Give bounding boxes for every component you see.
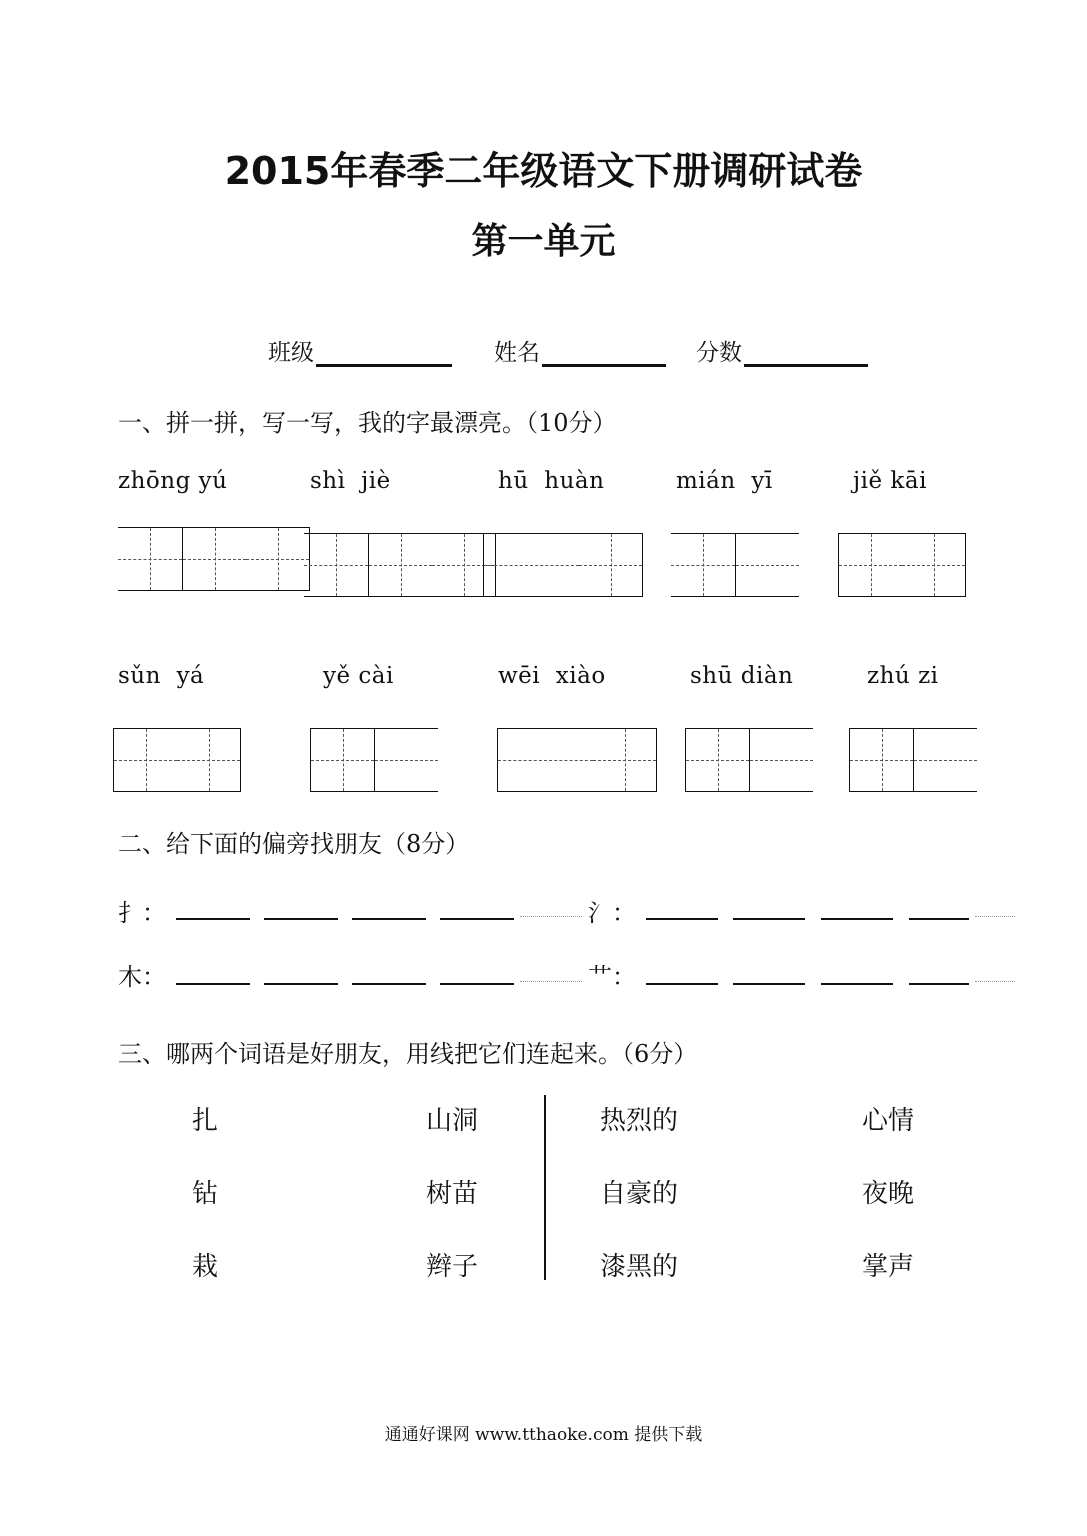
grid-cell: [902, 533, 966, 597]
answer-blank[interactable]: [821, 983, 893, 985]
match-noun-1[interactable]: 山洞: [426, 1106, 479, 1136]
answer-blank[interactable]: [646, 918, 718, 920]
dot-leader: [975, 916, 1015, 917]
answer-blank[interactable]: [264, 918, 338, 920]
pinyin-1-5: jiě kāi: [853, 468, 927, 494]
match-noun-3[interactable]: 辫子: [426, 1252, 479, 1282]
answer-blank[interactable]: [352, 918, 426, 920]
grid-cell: [735, 533, 799, 597]
answer-blank[interactable]: [821, 918, 893, 920]
match-verb-3[interactable]: 栽: [192, 1252, 219, 1282]
answer-blank[interactable]: [733, 983, 805, 985]
writing-grid-2-3[interactable]: [497, 728, 657, 792]
score-field: [696, 334, 868, 367]
writing-grid-1-1[interactable]: [118, 527, 310, 591]
grid-cell: [177, 728, 241, 792]
writing-grid-1-4[interactable]: [671, 533, 799, 597]
radical-wood: 木：: [118, 963, 166, 991]
answer-blank[interactable]: [440, 918, 514, 920]
score-blank[interactable]: [744, 364, 868, 367]
grid-cell: [685, 728, 749, 792]
score-label: 分数: [696, 340, 742, 366]
radical-water: 氵：: [588, 899, 636, 927]
grid-cell: [182, 527, 246, 591]
dot-leader: [520, 916, 582, 917]
grid-cell: [671, 533, 735, 597]
grid-cell: [246, 527, 310, 591]
radical-hand: 扌：: [118, 899, 166, 927]
match-adj-3[interactable]: 漆黑的: [600, 1252, 679, 1282]
grid-cell: [483, 533, 579, 597]
pinyin-2-4: shū diàn: [690, 663, 794, 689]
class-field: [268, 334, 452, 367]
grid-cell: [579, 533, 643, 597]
pinyin-2-3: wēi xiào: [498, 663, 606, 689]
writing-grid-2-1[interactable]: [113, 728, 241, 792]
exam-title: 2015年春季二年级语文下册调研试卷: [224, 149, 863, 193]
pinyin-1-2: shì jiè: [310, 468, 391, 494]
class-blank[interactable]: [316, 364, 452, 367]
answer-blank[interactable]: [176, 918, 250, 920]
dot-leader: [975, 981, 1015, 982]
grid-cell: [497, 728, 593, 792]
grid-cell: [368, 533, 432, 597]
name-label: 姓名: [494, 340, 540, 366]
grid-cell: [310, 728, 374, 792]
grid-cell: [849, 728, 913, 792]
grid-cell: [593, 728, 657, 792]
writing-grid-1-5[interactable]: [838, 533, 966, 597]
pinyin-1-1: zhōng yú: [118, 468, 228, 494]
pinyin-2-5: zhú zi: [867, 663, 939, 689]
answer-blank[interactable]: [646, 983, 718, 985]
section3-heading: 三、哪两个词语是好朋友，用线把它们连起来。（6分）: [118, 1040, 698, 1068]
pinyin-1-3: hū huàn: [498, 468, 605, 494]
writing-grid-1-3[interactable]: [483, 533, 643, 597]
section1-heading: 一、拼一拼，写一写，我的字最漂亮。（10分）: [118, 409, 617, 437]
writing-grid-2-4[interactable]: [685, 728, 813, 792]
radical-grass: 艹：: [588, 963, 636, 991]
match-target-1[interactable]: 心情: [862, 1106, 915, 1136]
grid-cell: [749, 728, 813, 792]
section2-heading: 二、给下面的偏旁找朋友（8分）: [118, 830, 470, 858]
dot-leader: [520, 981, 582, 982]
match-adj-1[interactable]: 热烈的: [600, 1106, 679, 1136]
match-verb-1[interactable]: 扎: [192, 1106, 219, 1136]
pinyin-2-1: sǔn yá: [118, 663, 205, 689]
footer-source: 通通好课网 www.tthaoke.com 提供下载: [384, 1425, 703, 1445]
grid-cell: [113, 728, 177, 792]
writing-grid-2-5[interactable]: [849, 728, 977, 792]
name-field: [494, 334, 666, 367]
class-label: 班级: [268, 340, 314, 366]
match-adj-2[interactable]: 自豪的: [600, 1179, 679, 1209]
name-blank[interactable]: [542, 364, 666, 367]
match-noun-2[interactable]: 树苗: [426, 1179, 479, 1209]
grid-cell: [304, 533, 368, 597]
pinyin-2-2: yě cài: [323, 663, 394, 689]
match-target-3[interactable]: 掌声: [862, 1252, 915, 1282]
answer-blank[interactable]: [176, 983, 250, 985]
grid-cell: [118, 527, 182, 591]
writing-grid-2-2[interactable]: [310, 728, 438, 792]
grid-cell: [374, 728, 438, 792]
match-verb-2[interactable]: 钻: [192, 1179, 219, 1209]
answer-blank[interactable]: [909, 983, 969, 985]
writing-grid-1-2[interactable]: [304, 533, 496, 597]
match-target-2[interactable]: 夜晚: [862, 1179, 915, 1209]
grid-cell: [913, 728, 977, 792]
grid-cell: [838, 533, 902, 597]
pinyin-1-4: mián yī: [676, 468, 773, 494]
answer-blank[interactable]: [440, 983, 514, 985]
answer-blank[interactable]: [909, 918, 969, 920]
answer-blank[interactable]: [264, 983, 338, 985]
answer-blank[interactable]: [352, 983, 426, 985]
column-divider: [544, 1095, 546, 1280]
answer-blank[interactable]: [733, 918, 805, 920]
unit-title: 第一单元: [471, 221, 616, 262]
